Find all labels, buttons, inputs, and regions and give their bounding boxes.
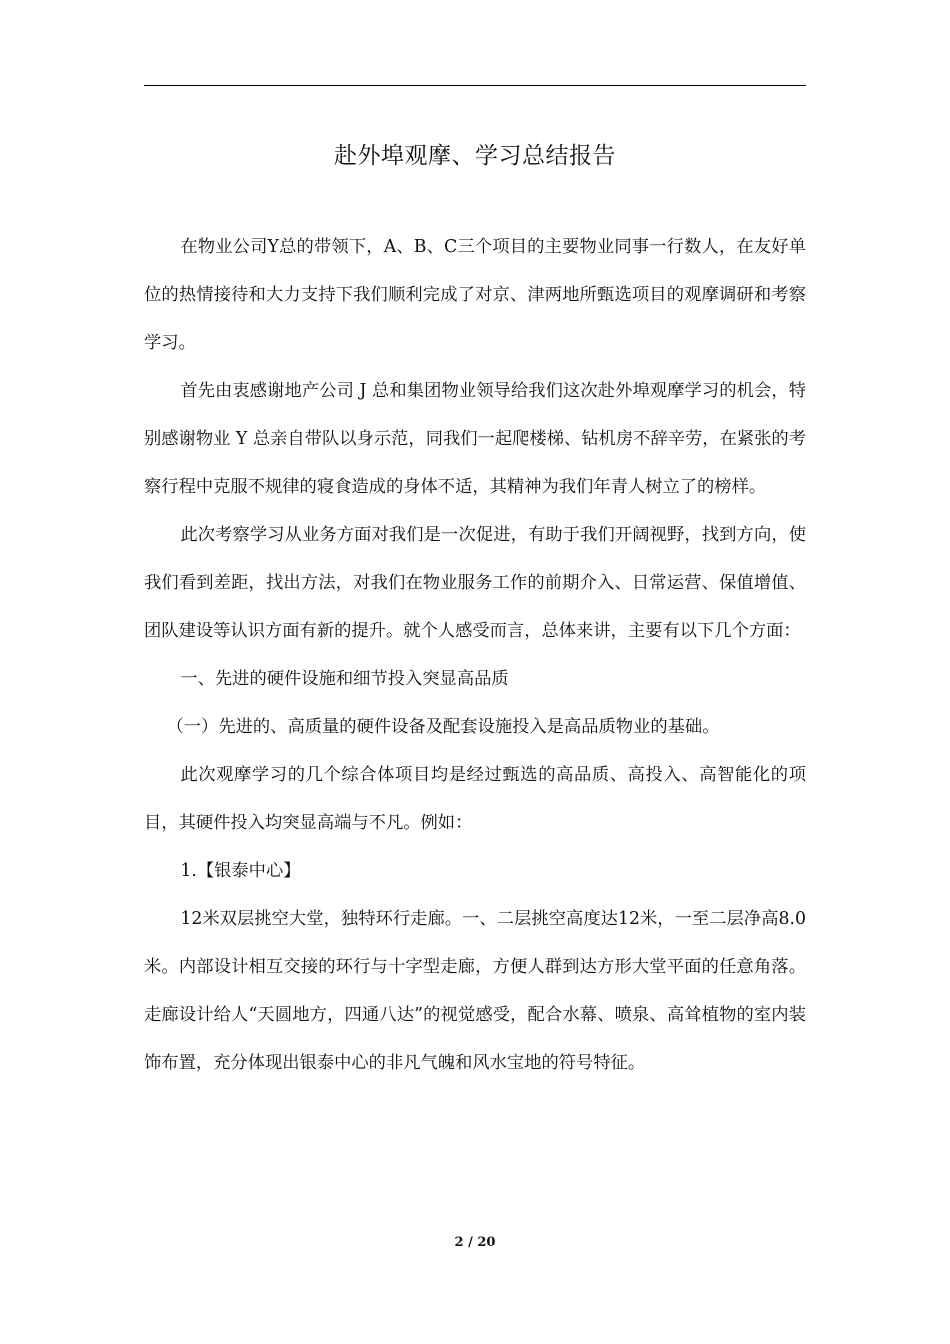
document-body	[144, 223, 806, 1087]
section-heading-1: 一、先进的硬件设施和细节投入突显高品质	[180, 669, 509, 689]
item-heading-yintai: 1.【银泰中心】	[180, 861, 301, 881]
paragraph-projects: 此次观摩学习的几个综合体项目均是经过甄选的高品质、高投入、高智能化的项目，其硬件投入均突显高端与不凡。例如：	[144, 765, 806, 833]
document-title: 赴外埠观摩、学习总结报告	[334, 143, 616, 169]
header-rule	[144, 85, 806, 86]
paragraph-yintai: 12米双层挑空大堂，独特环行走廊。一、二层挑空高度达12米，一至二层净高8.0米。内部设计相互交接的环行与十字型走廊，方便人群到达方形大堂平面的任意角落。走廊设计给人“天圆地方，四通八达”的视觉感受，配合水幕、喷泉、高耸植物的室内装饰布置，充分体现出银泰中心的非凡气魄和风水宝地的符号特征。	[144, 909, 806, 1073]
paragraph-intro: 在物业公司Y总的带领下，A、B、C三个项目的主要物业同事一行数人，在友好单位的热情接待和大力支持下我们顺利完成了对京、津两地所甄选项目的观摩调研和考察学习。	[144, 237, 806, 353]
page-number: 2 / 20	[454, 1235, 496, 1250]
paragraph-thanks: 首先由衷感谢地产公司 J 总和集团物业领导给我们这次赴外埠观摩学习的机会，特别感谢物业 Y 总亲自带队以身示范，同我们一起爬楼梯、钻机房不辞辛劳，在紧张的考察行程中克服不规律的寝食造成的身体不适，其精神为我们年青人树立了的榜样。	[144, 381, 806, 497]
subsection-heading-1: （一）先进的、高质量的硬件设备及配套设施投入是高品质物业的基础。	[166, 717, 720, 737]
paragraph-summary: 此次考察学习从业务方面对我们是一次促进，有助于我们开阔视野，找到方向，使我们看到差距，找出方法，对我们在物业服务工作的前期介入、日常运营、保值增值、团队建设等认识方面有新的提升。就个人感受而言，总体来讲，主要有以下几个方面：	[144, 525, 806, 641]
